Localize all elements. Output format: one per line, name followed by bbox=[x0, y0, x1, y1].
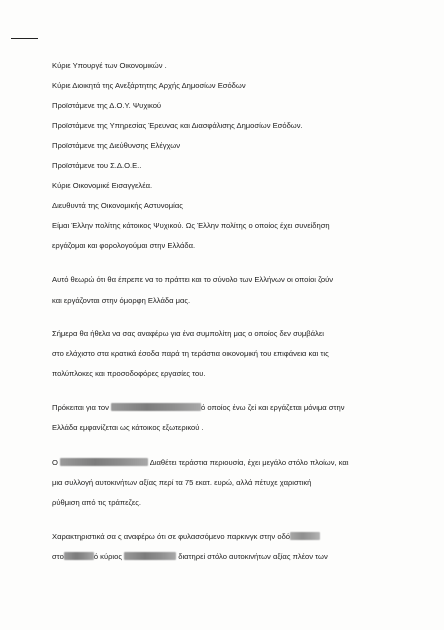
paragraph-6-line-2-a: στο bbox=[52, 552, 64, 561]
addressee-8: Διευθυντά της Οικονομικής Αστυνομίας bbox=[52, 201, 183, 210]
paragraph-2-line-1: Αυτό θεωρώ ότι θα έπρεπε να το πράττει και το σύνολο των Ελλήνων οι οποίοι ζούν bbox=[52, 275, 334, 284]
paragraph-5-line-1 bbox=[52, 458, 349, 467]
addressee-2: Κύριε Διοικητά της Ανεξάρτητης Αρχής Δημοσίων Εσόδων bbox=[52, 81, 246, 90]
addressee-6: Προϊστάμενε του Σ.Δ.Ο.Ε.. bbox=[52, 161, 142, 170]
paragraph-6-line-1-text: Χαρακτηριστικά σα ς αναφέρω ότι σε φυλασσόμενο παρκινγκ στην οδό bbox=[52, 532, 291, 541]
addressee-1: Κύριε Υπουργέ των Οικονομικών . bbox=[52, 61, 167, 70]
paragraph-4-line-2: Ελλάδα εμφανίζεται ως κάτοικος εξωτερικού . bbox=[52, 423, 204, 432]
redacted-address bbox=[290, 532, 320, 540]
redacted-name bbox=[124, 552, 176, 560]
paragraph-4-prefix: Πρόκειται για τον bbox=[52, 403, 109, 412]
addressee-7: Κύριε Οικονομικέ Εισαγγελέα. bbox=[52, 181, 153, 190]
paragraph-5-suffix: Διαθέτει τεράστια περιουσία, έχει μεγάλο στόλο πλοίων, και bbox=[149, 458, 349, 467]
paragraph-3-line-3: πολύπλοκες και προσοδοφόρες εργασίες του. bbox=[52, 369, 206, 378]
redacted-number bbox=[64, 552, 94, 560]
paragraph-4-line-1 bbox=[52, 403, 345, 412]
addressee-5: Προϊστάμενε της Διεύθυνσης Ελέγχων bbox=[52, 141, 181, 150]
paragraph-5-line-2: μια συλλογή αυτοκινήτων αξίας περί τα 75 εκατ. ευρώ, αλλά πέτυχε χαριστική bbox=[52, 478, 312, 487]
addressee-4: Προϊστάμενε της Υπηρεσίας Έρευνας και Διασφάλισης Δημοσίων Εσόδων. bbox=[52, 121, 303, 130]
paragraph-6-line-1 bbox=[52, 532, 320, 541]
paragraph-2-line-2: και εργάζονται στην όμορφη Ελλάδα μας. bbox=[52, 296, 191, 305]
top-rule bbox=[11, 38, 38, 39]
paragraph-5-prefix: Ο bbox=[52, 458, 58, 467]
paragraph-1-line-2: εργάζομαι και φορολογούμαι στην Ελλάδα. bbox=[52, 241, 196, 250]
redacted-name bbox=[111, 403, 201, 411]
paragraph-3-line-2: στο ελάχιστο στα κρατικά έσοδα παρά τη τεράστια οικονομική του επιφάνεια και τις bbox=[52, 349, 329, 358]
paragraph-5-line-3: ρύθμιση από τις τράπεζες. bbox=[52, 498, 142, 507]
addressee-3: Προϊστάμενε της Δ.Ο.Υ. Ψυχικού bbox=[52, 101, 162, 110]
redacted-name bbox=[60, 458, 148, 466]
paragraph-6-line-2-c: διατηρεί στόλο αυτοκινήτων αξίας πλέον των bbox=[178, 552, 328, 561]
paragraph-6-line-2-b: ό κύριος bbox=[93, 552, 122, 561]
paragraph-6-line-2 bbox=[52, 552, 328, 561]
paragraph-3-line-1: Σήμερα θα ήθελα να σας αναφέρω για ένα συμπολίτη μας ο οποίος δεν συμβάλει bbox=[52, 329, 324, 338]
paragraph-1-line-1: Είμαι Έλλην πολίτης κάτοικος Ψυχικού. Ως Έλλην πολίτης ο οποίος έχει συνείδηση bbox=[52, 221, 330, 230]
paragraph-4-suffix: ό οποίος ένω ζεί και εργάζεται μόνιμα στην bbox=[201, 403, 345, 412]
